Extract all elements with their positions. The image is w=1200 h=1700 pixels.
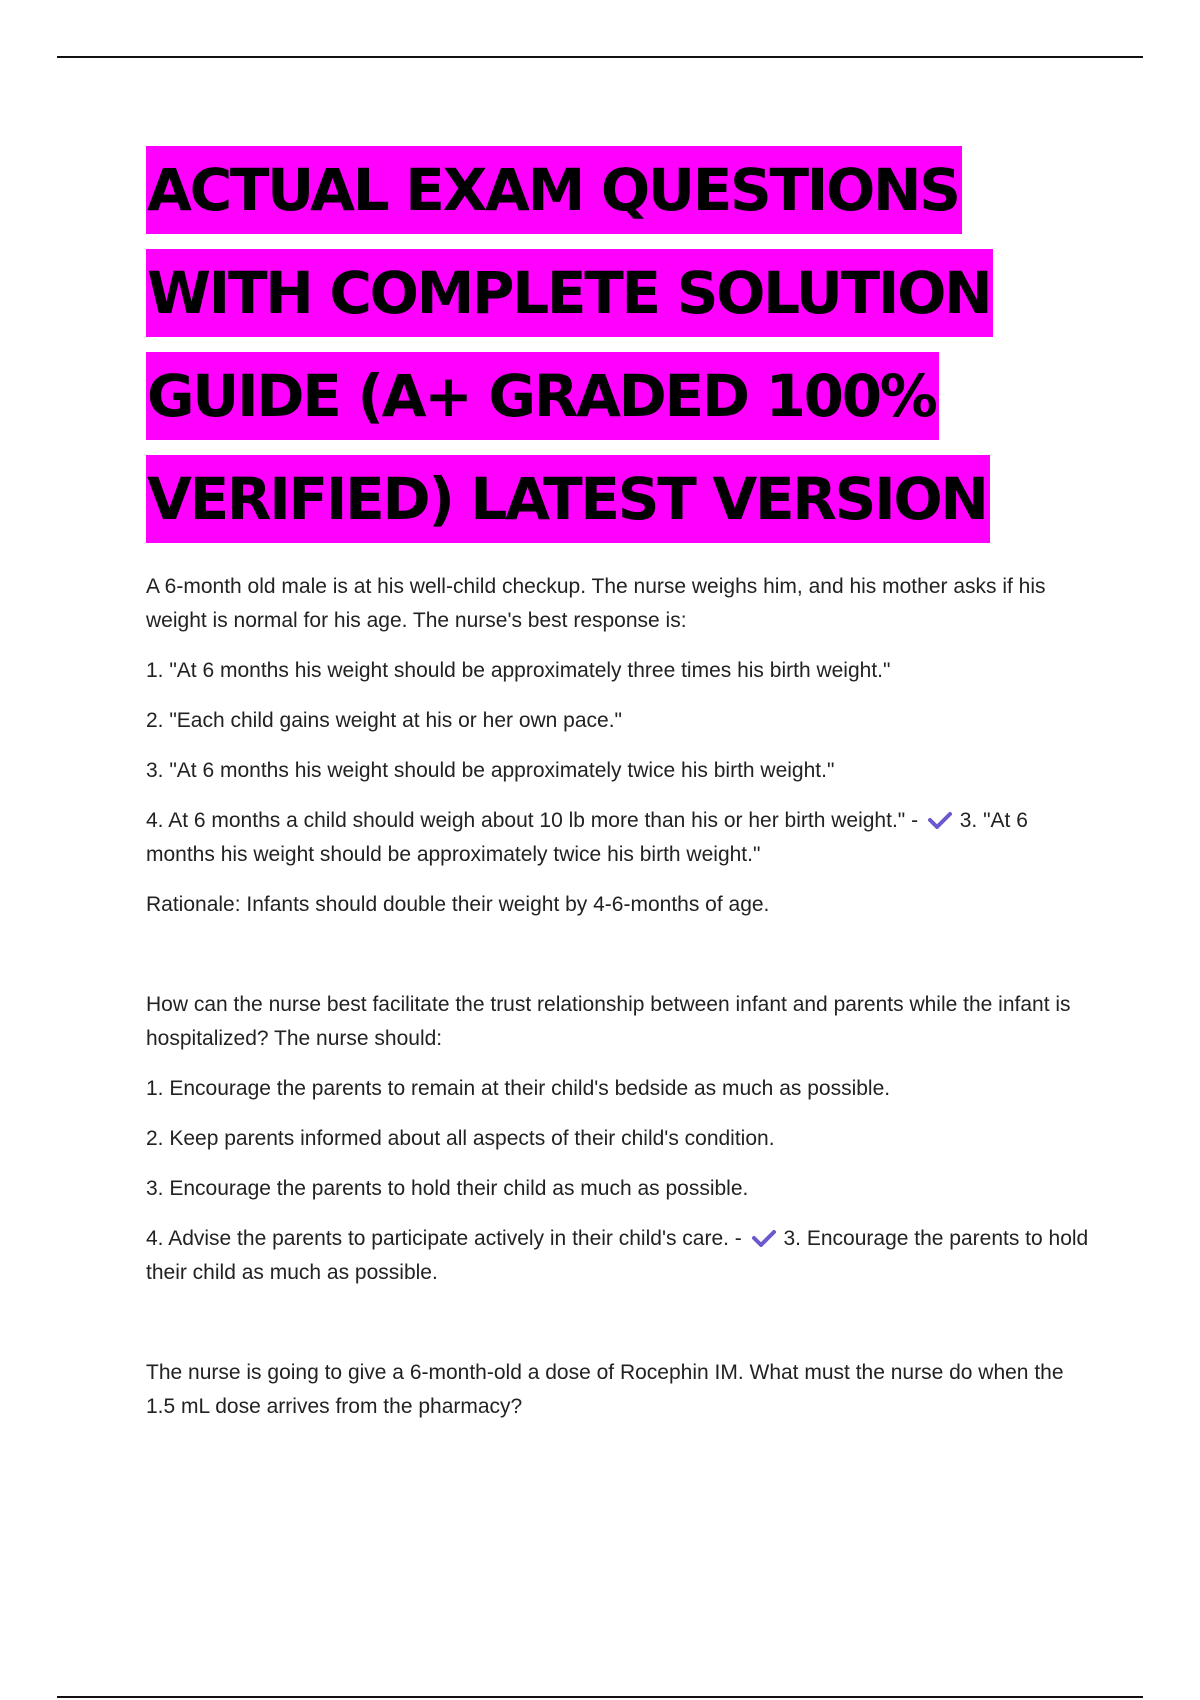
question-2-option-4: 4. Advise the parents to participate actively in their child's care. - (146, 1227, 742, 1250)
question-3-text: The nurse is going to give a 6-month-old a dose of Rocephin IM. What must the nurse do when the 1.5 mL dose arrives from the pharmacy? (146, 1361, 1064, 1418)
top-rule (57, 56, 1143, 58)
title-line-1: ACTUAL EXAM QUESTIONS (146, 146, 962, 234)
title-line-3: GUIDE (A+ GRADED 100% (146, 352, 939, 440)
question-1-answer: 3. "At 6 months his weight should be approximately twice his birth weight." (146, 809, 1028, 866)
question-1-option-2: 2. "Each child gains weight at his or her own pace." (146, 709, 623, 732)
document-title (146, 146, 1106, 558)
title-line-4: VERIFIED) LATEST VERSION (146, 455, 990, 543)
question-2-option-1: 1. Encourage the parents to remain at their child's bedside as much as possible. (146, 1077, 891, 1100)
title-line-2: WITH COMPLETE SOLUTION (146, 249, 993, 337)
question-1-option-4-with-answer (146, 804, 1096, 872)
check-icon (752, 1224, 776, 1242)
bottom-rule (57, 1696, 1143, 1698)
check-icon (928, 806, 952, 824)
question-1-text: A 6-month old male is at his well-child checkup. The nurse weighs him, and his mother asks if his weight is normal for his age. The nurse's best response is: (146, 575, 1046, 632)
question-2-answer: 3. Encourage the parents to hold their child as much as possible. (146, 1227, 1089, 1284)
question-spacer (146, 1306, 1096, 1356)
document-body (146, 570, 1096, 1440)
question-2-option-2: 2. Keep parents informed about all aspects of their child's condition. (146, 1127, 775, 1150)
question-spacer (146, 938, 1096, 988)
question-1-rationale: Rationale: Infants should double their weight by 4-6-months of age. (146, 893, 770, 916)
question-2-option-4-with-answer (146, 1222, 1096, 1290)
question-2-option-3: 3. Encourage the parents to hold their child as much as possible. (146, 1177, 749, 1200)
question-2-text: How can the nurse best facilitate the trust relationship between infant and parents while the infant is hospitalized? The nurse should: (146, 993, 1071, 1050)
question-1-option-4: 4. At 6 months a child should weigh about 10 lb more than his or her birth weight." - (146, 809, 919, 832)
question-1-option-1: 1. "At 6 months his weight should be approximately three times his birth weight." (146, 659, 891, 682)
question-1-option-3: 3. "At 6 months his weight should be approximately twice his birth weight." (146, 759, 835, 782)
